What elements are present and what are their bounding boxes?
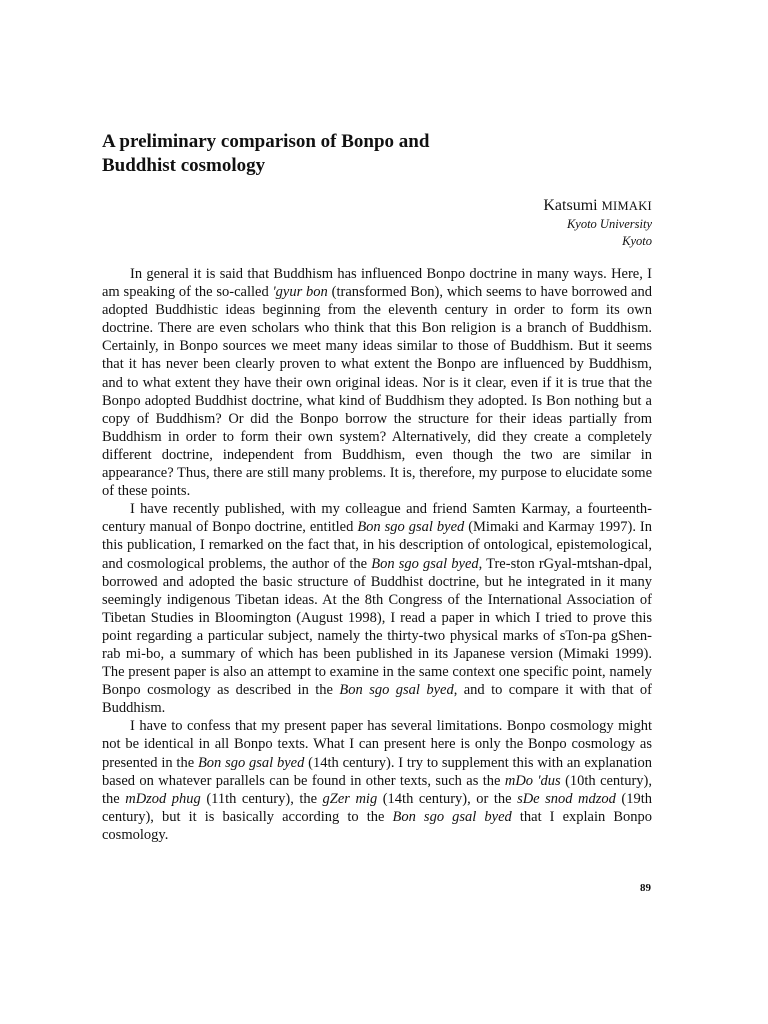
- text-run: , and to compare it with that of Buddhism.: [102, 682, 652, 717]
- article-body: [102, 265, 652, 844]
- italic-title-run: 'gyur bon: [272, 284, 328, 301]
- author-name: [543, 196, 652, 216]
- author-first-name: Katsumi: [543, 197, 598, 214]
- italic-title-run: Bon sgo gsal byed: [197, 754, 305, 771]
- body-paragraph: [102, 717, 652, 844]
- text-run: (14th century), or the: [377, 790, 518, 807]
- text-run: (14th century). I try to supplement this with an explanation based on whatever parallels can be found in other texts, such as the: [102, 754, 652, 789]
- text-run: (transformed Bon), which seems to have borrowed and adopted Buddhistic ideas beginning from the eleventh century in order to form its own doctrine. There are even scholars who think that this Bon religion is a branch of Buddhism. Certainly, in Bonpo sources we meet many ideas similar to those of Buddhism. But it seems that it has never been clearly proven to what extent the Bonpo are influenced by Buddhism, and to what extent they have their own original ideas. Nor is it clear, even if it is true that the Bonpo adopted Buddhist doctrine, what kind of Buddhism they adopted. Is Bon nothing but a copy of Buddhism? Or did the Bonpo borrow the structure for their ideas partially from Buddhism in order to form their own system? Alternatively, did they create a completely different doctrine, independent from Buddhism, even though the two are similar in appearance? Thus, there are still many problems. It is, therefore, my purpose to elucidate some of these points.: [102, 284, 652, 500]
- title-line-2: Buddhist cosmology: [102, 155, 266, 176]
- italic-title-run: Bon sgo gsal byed: [371, 555, 479, 572]
- page-number: 89: [640, 882, 651, 894]
- author-last-name: MIMAKI: [601, 199, 652, 213]
- italic-title-run: gZer mig: [322, 790, 378, 807]
- text-run: I have recently published, with my colleague and friend Samten Karmay, a fourteenth-century manual of Bonpo doctrine, entitled: [102, 501, 652, 536]
- body-paragraph: [102, 500, 652, 717]
- italic-title-run: Bon sgo gsal byed: [339, 682, 454, 699]
- text-run: that I explain Bonpo cosmology.: [102, 808, 653, 843]
- text-run: (Mimaki and Karmay 1997). In this publication, I remarked on the fact that, in his description of ontological, epistemological, and cosmological problems, the author of the: [102, 519, 652, 572]
- author-block: [543, 196, 652, 250]
- author-city: Kyoto: [622, 234, 652, 248]
- italic-title-run: mDzod phug: [125, 790, 201, 807]
- author-affiliation: Kyoto University: [566, 217, 652, 231]
- text-run: (19th century), but it is basically according to the: [102, 790, 653, 825]
- text-run: (11th century), the: [200, 790, 323, 807]
- text-run: (10th century), the: [102, 772, 652, 807]
- italic-title-run: mDo 'dus: [504, 772, 561, 789]
- italic-title-run: Bon sgo gsal byed: [392, 808, 512, 825]
- text-run: , Tre-ston rGyal-mtshan-dpal, borrowed and adopted the basic structure of Buddhist doctrine, but he integrated in it many seemingly indigenous Tibetan ideas. At the 8th Congress of the International Association of Tibetan Studies in Bloomington (August 1998), I read a paper in which I tried to prove this point regarding a particular subject, namely the thirty-two physical marks of sTon-pa gShen-rab mi-bo, a summary of which has been published in its Japanese version (Mimaki 1999). The present paper is also an attempt to examine in the same context one specific point, namely Bonpo cosmology as described in the: [102, 555, 653, 699]
- body-paragraph: [102, 265, 652, 500]
- text-run: I have to confess that my present paper has several limitations. Bonpo cosmology might not be identical in all Bonpo texts. What I can present here is only the Bonpo cosmology as presented in the: [102, 718, 652, 771]
- italic-title-run: sDe snod mdzod: [517, 790, 616, 807]
- article-title: [102, 130, 662, 178]
- italic-title-run: Bon sgo gsal byed: [357, 519, 465, 536]
- text-run: In general it is said that Buddhism has influenced Bonpo doctrine in many ways. Here, I am speaking of the so-called: [102, 266, 652, 301]
- title-line-1: A preliminary comparison of Bonpo and: [102, 131, 430, 152]
